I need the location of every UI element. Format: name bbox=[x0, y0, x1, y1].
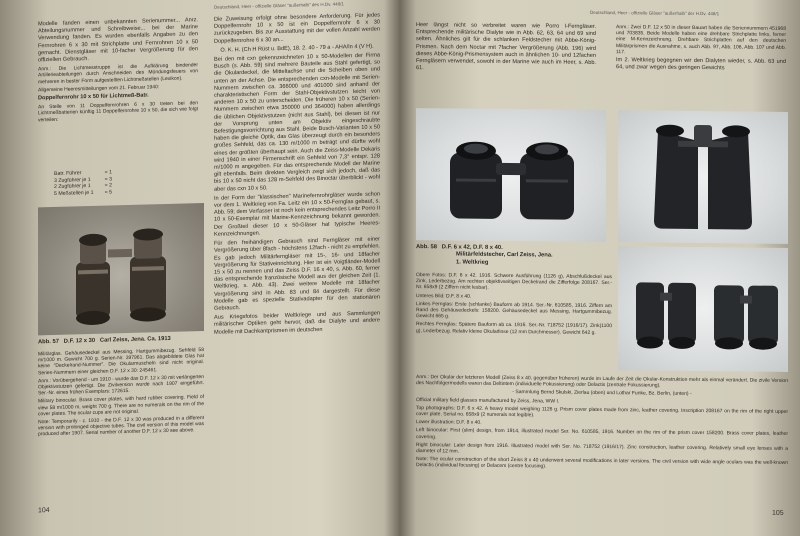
binocular-6x42-rear-illustration bbox=[618, 110, 788, 244]
binocular-12x30-illustration bbox=[38, 203, 204, 335]
abb57-desc-en: Military binocular. Brass cover plates, with hard rubber covering. Field of view 58 m/1000 m, weight 700 g. There are no numerals on the rim of the cover plates. The ocular cups are not original. bbox=[38, 394, 204, 418]
abb58-desc-en: Official military field glasses manufactured by Zeiss, Jena, WW I. bbox=[416, 396, 560, 405]
left-col1-intro: Modelle fanden einen unbekannten Serienummer... Anrz. Abteilungsnummer und Schreibweise... bei der Marine Verwendung fanden. Es wurden ebenfalls Angaben zu den Fernrohren 6 x 30 mit Strichplatte und Fernrohren 10 x 50 gemacht. Dienstgläser mit 10-facher Vergrößerung für den offiziellen Gebrauch. bbox=[38, 17, 198, 64]
left-column-1 bbox=[38, 17, 198, 125]
left-col2-top: Die Zuweisung erfolgt ohne besondere Anforderung. Für jedes Doppelfernrohr 10 x 50 ist ein Doppelfernrohr 6 x 30 zurückzugeben. Bis zur Ausstattung mit der vollen Anzahl werden Doppelfernrohre 6 x 30 an... bbox=[214, 12, 380, 45]
right-page bbox=[410, 0, 792, 536]
abb57-description bbox=[38, 347, 204, 440]
abb58-desc-note: Anm.: Der Okular der letzteren Modell (Zeiss 8 x 40, gegenüber früheren) wurde im Laufe der Zeit die Okular-Konstruktion mehr als einmal verändert. Die zivile Version des Nachfolgermodells waren das Deltintem (individuelle Fokussierung) oder Delactis (zentrale Fokussierung). bbox=[416, 374, 788, 389]
left-col2-reference: O. K. H. (Ch H Rüst u. BdE), 18. 2. 40 - 79 a - AHA/In 4 (V H). bbox=[220, 43, 374, 54]
binocular-photo-abb57 bbox=[38, 203, 204, 335]
table-row: 3 Zugführer je 1 = 3 bbox=[54, 176, 112, 184]
left-col1-heading: Doppelfernrohr 10 x 50 für Lichtmeß-Batr. bbox=[38, 92, 149, 102]
left-col1-note: Anm.: Die Lichtmesstruppe ist die Aufklärung bindender Artillerieabteilungen durch Anschneiden des Mündungsfeuers von mehreren in bester Form aufgestellten Lichtmeßstellen (Lexikon). bbox=[38, 62, 198, 85]
table-row: 5 Meßstellen je 1 = 5 bbox=[54, 189, 112, 197]
binocular-6x42-illustration bbox=[416, 108, 606, 242]
left-page-number: 104 bbox=[38, 507, 50, 515]
right-col2-text: Im 2. Weltkrieg begegnen wir den Dialyten wieder, s. Abb. 63 und 64, und zwar wegen des geringen Gewichts bbox=[616, 57, 786, 72]
abb58-description-de bbox=[416, 272, 612, 338]
right-col1-text: Heer längst nicht so verbreitet waren wie Porro I-Ferngläser. Entsprechende militärische Dialyte wie in Abb. 62, 63, 64 und 69 sind selten. Ähnliches gilt für die schlanken Feldstecher mit Abbe-König-Prismen. Nach dem Noctar mit 7facher Vergrößerung (Abb. 196) wird dieses Abbe-König-Prismensystem auch in ähnlichen 10- und 12fachen Ferngläsern verwendet, sowohl in der Marine wie auch im Heer, s. Abb. 61. bbox=[416, 22, 596, 72]
abb57-desc-en-note: Note: Temporarily - c. 1910 - the D.F. 12 x 30 was produced in a different version with prolonged objective tubes. The civil version of this model was produced after 1907. Serial number of another D.F. 12 x 30 see above. bbox=[38, 415, 204, 438]
abb57-desc-de: Militärglas. Gehäusedeckel aus Messing, Hartgummibezug. Sehfeld 58 m/1000 m. Gewicht 700 g. Serien-Nr. 397961. Das abgebildete Glas hat keine "Deckelrand-Nummer". Die Okularmuscheln sind nicht original. Serien-Nummern einer gleichen D.F. 12 x 30: 245461. bbox=[38, 347, 204, 376]
table-row: Batr. Führer = 1 bbox=[54, 169, 112, 177]
abb58-description-full bbox=[416, 374, 788, 475]
right-column-1 bbox=[416, 22, 596, 76]
abb58-caption: Abb. 58 D.F. 6 x 42, D.F. 8 x 40. Militärfeldstecher, Carl Zeiss, Jena. 1. Weltkrieg bbox=[416, 244, 553, 266]
abb58-desc-top-photos: Obere Fotos: D.F. 6 x 42. 1916. Schwere Ausführung (1126 g), Abschlußdeckel aus Zink, Lederbezug. Am rechten objektivseitigen Deckelrand die Zifferfolge 208167. Ser.-Nr. 658x9 (2 Ziffern nicht lesbar). bbox=[416, 272, 612, 292]
table-row: 2 Zugführer je 1 = 2 bbox=[54, 182, 112, 191]
binocular-8x40-pair-illustration bbox=[618, 246, 788, 372]
right-col2-note: Anm.: Zwei D.F. 12 x 50 in dieser Bauart haben die Seriennummern 451968 und 703835. Beide Modelle haben eine drehbare Strichplatte links, ferner eine M-Kennzeichnung. Drehbare Strichplatten auf den deutschen Militärprismen die Ausnahme, s. auch Abb. 97, Abb. 106, Abb. 107 und Abb. 117. bbox=[616, 24, 786, 56]
abb58-desc-en-note: Note: The ocular construction of the short Zeiss 8 x 40 underwent several modifications in later versions. The civil version with wide angle oculars was the well-known Delactis (individual focusing) or Delacem (centre focusing). bbox=[416, 456, 788, 470]
right-column-2 bbox=[616, 24, 786, 75]
left-col2-body4: Aus Kriegsfotos beider Weltkriege und aus Sammlungen militärischer Optiken geht hervor, daß die Dialyte und andere Modelle mit Dachkantprismen im deutschen bbox=[214, 310, 380, 336]
abb57-desc-de-note: Anm.: Vorübergehend - um 1910 - wurde das D.F. 12 x 30 mit verlängerten Objektivstutzen gefertigt. Die Zivilversion wurde nach 1907 eingeführt. Ser.-Nr. eines frühen Exemplars: 172615. bbox=[38, 373, 204, 397]
abb58-desc-collection: - Sammlung Bernd Skulski, Zierlau (oben) und Lothar Funke, Bz. Berlin, (unten) - bbox=[512, 389, 692, 398]
right-running-head: Deutschland, Heer - offizielle Gläser "außerhalb" der H.Dv. 448/1 bbox=[590, 9, 720, 17]
binocular-photo-6x42 bbox=[416, 108, 606, 242]
left-column-2 bbox=[214, 12, 380, 338]
abb58-desc-lower-photo: Unteres Bild: D.F. 8 x 40. bbox=[416, 292, 472, 300]
abb58-desc-en-right: Right binocular: Later design from 1916. Illustrated model with Ser. No. 718752 (1916/17). Zinc construction, leather covering. Relatively small eye lenses with a diameter of 12 mm. bbox=[416, 441, 788, 455]
abb58-desc-en-left: Left binocular: First (slim) design, from 1914, illustrated model Ser. No. 610585, 1916. Number on the rim of the prism cover 158200. Brass cover plates, leather covering. bbox=[416, 427, 788, 440]
abb58-desc-en-top: Top photographs: D.F. 6 x 42. A heavy model weighing 1126 g. Prism cover plates made from zinc, leather covering. Inscription 208167 on the rim of the right upper cover plate. Serial no. 658x9 (2 numerals not legible). bbox=[416, 404, 788, 419]
left-col1-regs: Allgemeine Heeresmitteilungen vom 21. Februar 1940: bbox=[38, 84, 160, 94]
binocular-photo-8x40 bbox=[618, 246, 788, 372]
left-col1-text: An Stelle von 11 Doppelfernrohren 6 x 30 treten bei den Lichtmeßbatterien künftig 11 Doppelfernrohre 10 x 50, die sich wie folgt verteilen: bbox=[38, 100, 198, 124]
left-running-head: Deutschland, Heer - offizielle Gläser "außerhalb" des H.Dv. 448/1 bbox=[214, 1, 344, 10]
abb58-desc-right-binocular: Rechtes Fernglas: Spätere Bauform ab ca. 1916. Ser.-Nr. 718752 (1916/17). Zink(1100 g), Lederbezug. Relativ kleine Okularlinse (12 mm Durchmesser). Gewicht 642 g. bbox=[416, 321, 612, 336]
left-col2-body2: In der Form der "klassischen" Marinefernrohrgläser wurde schon vor dem 1. Weltkrieg von Fa. Leitz ein 10 x 50-Fernglas gebaut, s. Abb. 59; dem Verfasser ist noch kein entsprechendes Leitz Porro II 10 x 50-Exemplar mit Marine-Kennzeichnung bekannt geworden. Der Großteil dieser 10 x 50-Gläser hat typische Heeres-Kennzeichnungen. bbox=[214, 191, 380, 238]
abb58-desc-left-binocular: Linkes Fernglas: Erste (schlanke) Bauform ab 1914. Ser.-Nr. 610585, 1916. Ziffern am Rand des Gehäusedeckels: 158200. Gehäusedeckel aus Messing, Hartgummibezug. Gewicht 665 g. bbox=[416, 300, 612, 320]
binocular-photo-6x42-rear bbox=[618, 110, 788, 244]
left-page bbox=[14, 0, 390, 536]
right-page-number: 105 bbox=[772, 509, 784, 517]
distribution-table bbox=[54, 169, 112, 197]
abb58-desc-en-lower: Lower illustration: D.F. 8 x 40. bbox=[416, 419, 482, 426]
abb57-caption: Abb. 57 D.F. 12 x 30 Carl Zeiss, Jena. Ca. 1913 bbox=[38, 335, 171, 346]
left-col2-body3: Für den freihändigen Gebrauch sind Ferngläser mit einer Vergrößerung über 8fach - höchstens 12fach - nicht zu empfehlen. Es gab jedoch Militärferngläser mit 15-, 16- und 18facher Vergrößerung für Stativeinrichtung. Hier ist ein Voigtländer-Modell 15 x 50 zu nennen und das Zeiss D.F. 16 x 40, s. Abb. 60, ferner das entsprechende französische Modell aus der gleichen Zeit (1. Weltkrieg, s. Abb. 43). Zwei weitere Modelle mit 18facher Vergrößerung sind in Abb. 83 und 84 dargestellt. Für diese Modelle gab es spezielle Stativadapter für den stationären Gebrauch. bbox=[214, 236, 380, 312]
left-col2-body: Bei den mit cxn gekennzeichneten 10 x 50-Modellen der Firma Busch (s. Abb. 59) sind mehrere Bauteile aus Stahl gefertigt, so die Okulardeckel, die Mitteltachse und die Scheiben oben und unten an der Achse. Die entsprechenden cxn-Modelle mit Serien-Nummern zwischen ca. 366000 und 401000 sind anhand der charakteristischen Form der Stahl-Objektivstutzen leicht von anderen 10 x 50 zu unterscheiden. Die früheren 10 x 50 (Serien-Nummern zwischen etwa 350000 und 364000) haben allerdings die üblichen Objektivstutzen (nicht aus Stahl), bei diesen ist nur der Vorsprung unten am Objektiv eingeschraubte Befestigungsvorrichtung aus Stahl. Beide Busch-Varianten 10 x 50 haben die gleiche Optik, das Glas überzeugt durch ein besonders großes Sehfeld, das ca. 130 m/1000 m beträgt und dürfte wohl eines der größten überhaupt sein. Auch die Zeiss-Modelle Dekaris wird 1940 in einer Firmenschrift ein Sehfeld von 7,3° entspr. 128 m/1000 m angegeben. Für das entsprechende Modell der Marine gilt ebenfalls. Beim direkten Vergleich zeigt sich jedoch, daß das bis 10 x 50 nicht das 128 m-Sehfeld des Binoctar überblickt - wohl aber das cxn 10 x 50. bbox=[214, 52, 380, 193]
